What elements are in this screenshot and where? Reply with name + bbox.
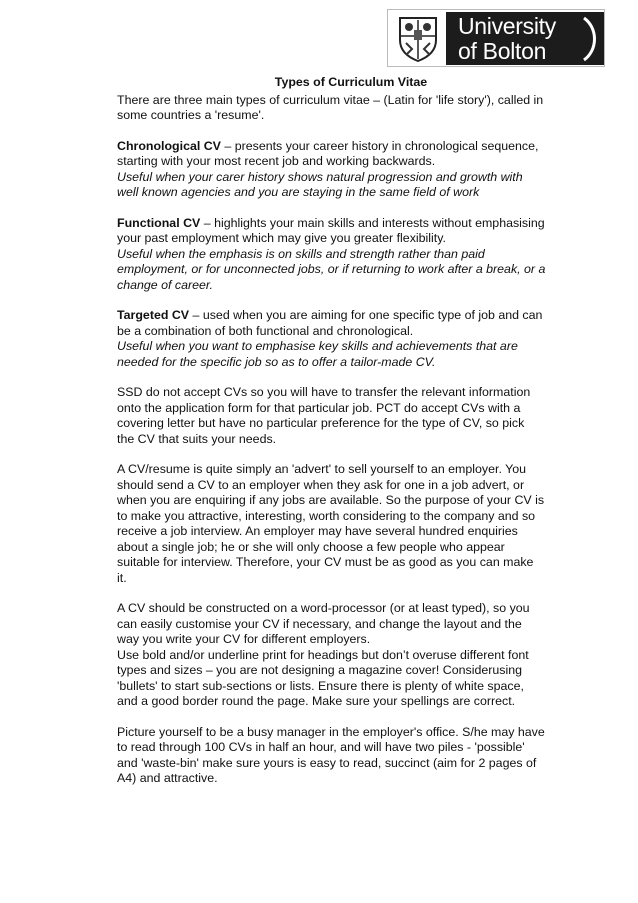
- text-line: [117, 308, 565, 324]
- text-line: Picture yourself to be a busy manager in the employer's office. S/he may have: [117, 724, 545, 739]
- useful-note-line: Useful when your carer history shows natural progression and growth with: [117, 169, 523, 184]
- useful-note-line: Useful when the emphasis is on skills and strength rather than paid: [117, 246, 485, 261]
- text-line: when you are enquiring if any jobs are available. So the purpose of your CV is: [117, 493, 545, 507]
- text-line: be a combination of both functional and chronological.: [117, 323, 414, 338]
- text-line: should send a CV to an employer when they ask for one in a job advert, or: [117, 477, 525, 492]
- text-line: [117, 216, 565, 232]
- logo-line-university: University: [458, 13, 556, 39]
- text-line: it.: [117, 570, 127, 585]
- useful-note-line: well known agencies and you are staying in the same field of work: [117, 185, 480, 199]
- text-line: about a single job; he or she will only choose a few people who appear: [117, 539, 505, 554]
- text-line: A CV/resume is quite simply an 'advert' to sell yourself to an employer. You: [117, 462, 527, 476]
- crest-icon: [398, 16, 438, 62]
- chronological-text: – presents your career history in chronological sequence,: [220, 138, 539, 153]
- text-line: [117, 139, 565, 155]
- functional-text: – highlights your main skills and interests without emphasising: [200, 215, 545, 230]
- advert-paragraph: [117, 462, 565, 586]
- text-line: to read through 100 CVs in half an hour, and will have two piles - 'possible': [117, 740, 525, 754]
- text-line: way you write your CV for different employers.: [117, 632, 371, 646]
- targeted-text: – used when you are aiming for one specific type of job and can: [189, 308, 543, 322]
- text-line: Use bold and/or underline print for headings but don’t overuse different font: [117, 647, 529, 662]
- targeted-section: [117, 308, 565, 370]
- text-line: receive a job interview. An employer may have several hundred enquiries: [117, 524, 518, 538]
- text-line: types and sizes – you are not designing a magazine cover! Considerusing: [117, 663, 523, 677]
- text-line: A CV should be constructed on a word-processor (or at least typed), so you: [117, 601, 530, 615]
- text-line: and a good border round the page. Make sure your spellings are correct.: [117, 694, 516, 708]
- chronological-section: [117, 139, 565, 201]
- picture-paragraph: [117, 725, 565, 787]
- text-line: suitable for interview. Therefore, your CV must be as good as you can make: [117, 555, 534, 569]
- text-line: SSD do not accept CVs so you will have to transfer the relevant information: [117, 385, 531, 399]
- functional-heading: Functional CV: [117, 215, 201, 230]
- document-body: [117, 75, 565, 802]
- intro-paragraph: [117, 93, 565, 124]
- text-line: onto the application form for that particular job. PCT do accept CVs with a: [117, 400, 521, 415]
- construct-paragraph: [117, 601, 565, 710]
- useful-note-line: change of career.: [117, 277, 213, 292]
- text-line: the CV that suits your needs.: [117, 431, 277, 446]
- text-line: starting with your most recent job and working backwards.: [117, 154, 436, 168]
- useful-note-line: Useful when you want to emphasise key skills and achievements that are: [117, 339, 518, 353]
- text-line: covering letter but have no particular preference for the type of CV, so pick: [117, 416, 525, 430]
- useful-note-line: employment, or for unconnected jobs, or if returning to work after a break, or a: [117, 262, 546, 276]
- text-line: some countries a 'resume'.: [117, 108, 265, 122]
- text-line: A4) and attractive.: [117, 771, 218, 785]
- swoosh-icon: [582, 16, 602, 62]
- document-title: Types of Curriculum Vitae: [274, 75, 428, 89]
- functional-section: [117, 216, 565, 294]
- text-line: can easily customise your CV if necessary, and change the layout and the: [117, 616, 522, 631]
- text-line: your past employment which may give you greater flexibility.: [117, 231, 446, 245]
- text-line: and 'waste-bin' make sure yours is easy to read, succinct (aim for 2 pages of: [117, 755, 537, 770]
- text-line: to make you attractive, interesting, worth considering to the company and so: [117, 508, 536, 523]
- text-line: There are three main types of curriculum vitae – (Latin for 'life story'), called in: [117, 92, 544, 107]
- chronological-heading: Chronological CV: [117, 138, 221, 153]
- ssd-paragraph: [117, 385, 565, 447]
- targeted-heading: Targeted CV: [117, 308, 190, 322]
- university-logo: [387, 9, 605, 67]
- useful-note-line: needed for the specific job so as to offer a tailor-made CV.: [117, 354, 436, 369]
- logo-wordmark: [446, 12, 604, 65]
- logo-line-of-bolton: of Bolton: [458, 38, 547, 64]
- text-line: 'bullets' to start sub-sections or lists. Ensure there is plenty of white space,: [117, 678, 524, 693]
